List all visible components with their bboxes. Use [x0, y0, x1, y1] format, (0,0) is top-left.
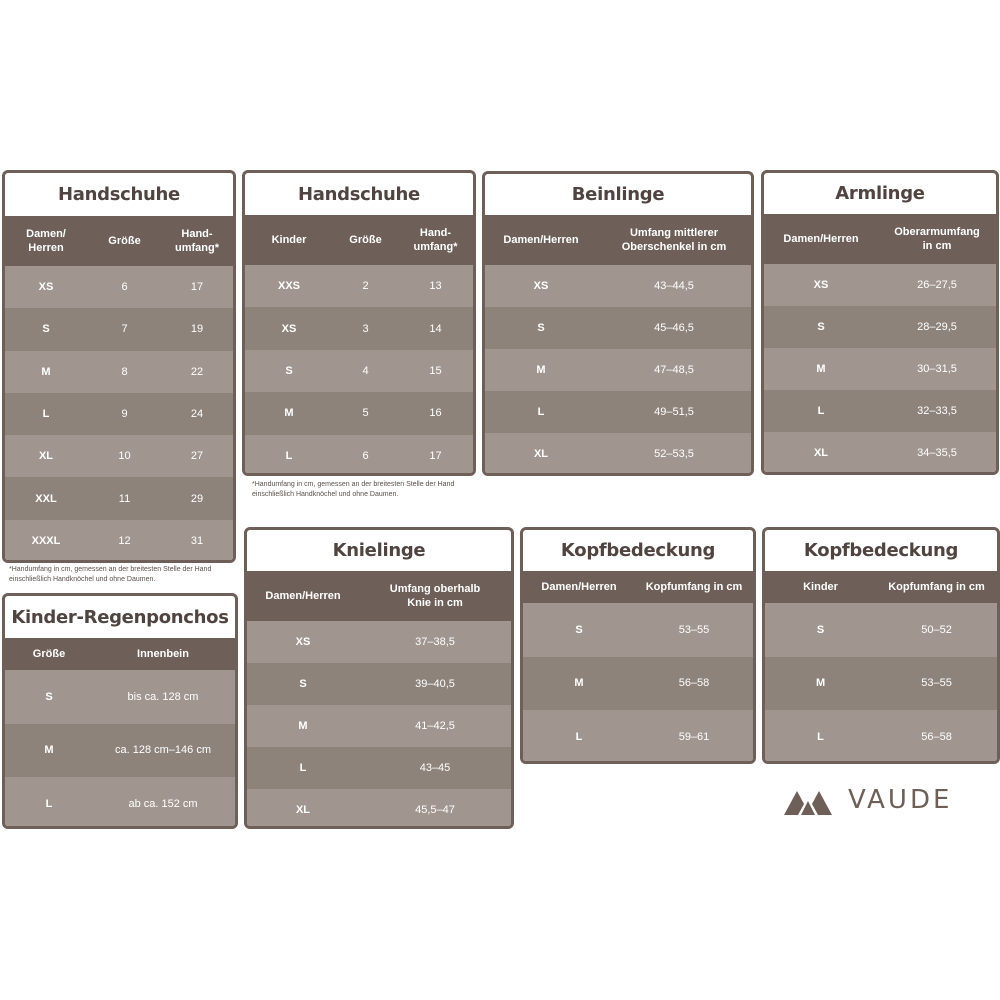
table-header-row: [5, 638, 235, 670]
table-header-row: [485, 215, 751, 265]
size-cell: S: [45, 690, 53, 703]
table-body: [245, 265, 473, 476]
column-header: Umfang oberhalb Knie in cm: [389, 583, 481, 609]
size-cell: XXL: [35, 492, 57, 505]
column-header: Umfang mittlerer Oberschenkel in cm: [621, 227, 727, 253]
size-cell: L: [817, 730, 824, 743]
value-cell: 30–31,5: [917, 363, 957, 375]
value-cell: ca. 128 cm–146 cm: [115, 744, 211, 757]
value-cell: 41–42,5: [415, 720, 455, 732]
table-row: [247, 705, 511, 747]
table-beinlinge: [482, 171, 754, 476]
value-cell: 22: [190, 365, 204, 378]
column-header: Größe: [108, 235, 141, 247]
column-header: Hand- umfang*: [175, 228, 219, 254]
size-cell: XS: [813, 279, 829, 291]
table-row: [5, 670, 235, 724]
size-cell: L: [537, 406, 545, 418]
table-title: Handschuhe: [58, 184, 180, 205]
size-cell: XL: [295, 804, 311, 816]
table-title: Armlinge: [835, 183, 925, 204]
size-cell: L: [299, 762, 307, 774]
size-cell: M: [536, 364, 546, 376]
table-row: [5, 393, 233, 435]
value-cell: 3: [362, 322, 369, 335]
size-cell: XS: [281, 322, 297, 335]
value-cell: 45–46,5: [654, 322, 694, 334]
value-cell: 31: [190, 534, 204, 547]
size-cell: XS: [295, 636, 311, 648]
value-cell: 39–40,5: [415, 678, 455, 690]
value-cell: 45,5–47: [415, 804, 455, 816]
value-cell: 32–33,5: [917, 405, 957, 417]
value-cell: 5: [362, 407, 369, 420]
value-cell: 43–44,5: [654, 280, 694, 292]
table-row: [764, 432, 996, 474]
column-header: Damen/Herren: [541, 581, 617, 593]
table-body: [5, 266, 233, 562]
value-cell: 43–45: [419, 762, 451, 774]
table-row: [247, 747, 511, 789]
size-cell: M: [815, 677, 826, 690]
table-body: [5, 670, 235, 829]
value-cell: 56–58: [678, 677, 710, 690]
table-kinder-regenponchos: [2, 593, 238, 829]
table-kopfbedeckung-kinder: [762, 527, 1000, 764]
value-cell: 28–29,5: [917, 321, 957, 333]
size-cell: M: [284, 407, 294, 420]
table-row: [485, 391, 751, 433]
size-cell: M: [574, 677, 584, 690]
size-cell: L: [45, 797, 53, 810]
size-cell: S: [575, 623, 583, 636]
table-armlinge: [761, 170, 999, 475]
value-cell: ab ca. 152 cm: [128, 797, 198, 810]
table-row: [245, 265, 473, 307]
table-row: [764, 348, 996, 390]
size-cell: S: [285, 364, 293, 377]
size-cell: XL: [533, 448, 549, 460]
table-row: [765, 710, 997, 764]
size-cell: L: [42, 408, 50, 421]
size-cell: L: [285, 449, 293, 462]
size-cell: M: [44, 744, 54, 757]
table-row: [5, 308, 233, 350]
size-cell: XXXL: [31, 534, 61, 547]
table-header-row: [765, 571, 997, 603]
size-cell: S: [537, 322, 545, 334]
table-header-row: [247, 571, 511, 621]
table-header-row: [764, 214, 996, 264]
table-header-row: [245, 215, 473, 265]
table-row: [523, 710, 753, 764]
size-cell: XXS: [277, 280, 300, 293]
table-row: [5, 520, 233, 562]
size-cell: S: [42, 323, 50, 336]
table-body: [764, 264, 996, 474]
table-row: [5, 351, 233, 393]
table-header-row: [5, 216, 233, 266]
vaude-logo: [784, 782, 952, 818]
size-cell: XL: [38, 450, 54, 463]
column-header: Hand- umfang*: [413, 227, 458, 253]
column-header: Kopfumfang in cm: [645, 581, 743, 593]
table-row: [764, 390, 996, 432]
value-cell: 47–48,5: [654, 364, 694, 376]
value-cell: 14: [429, 322, 442, 335]
value-cell: 13: [429, 280, 442, 293]
footnote-handschuhe-erwachsene: *Handumfang in cm, gemessen an der breitesten Stelle der Hand einschließlich Handknöchel und ohne Daumen.: [9, 566, 212, 583]
size-cell: XL: [813, 447, 829, 459]
table-row: [765, 657, 997, 711]
table-row: [485, 349, 751, 391]
column-header: Kinder: [271, 234, 307, 246]
table-body: [523, 603, 753, 764]
table-body: [247, 621, 511, 829]
value-cell: 34–35,5: [917, 447, 957, 459]
value-cell: 12: [118, 534, 131, 547]
size-cell: M: [816, 363, 826, 375]
table-header-row: [523, 571, 753, 603]
table-row: [523, 603, 753, 657]
size-cell: XS: [533, 280, 549, 292]
footnote-handschuhe-kinder: *Handumfang in cm, gemessen an der breitesten Stelle der Hand einschließlich Handknöchel und ohne Daumen.: [252, 481, 455, 498]
table-row: [485, 307, 751, 349]
table-row: [245, 435, 473, 476]
size-cell: XS: [38, 281, 54, 294]
size-cell: S: [817, 321, 825, 333]
value-cell: 29: [190, 492, 204, 505]
value-cell: 24: [190, 408, 204, 421]
value-cell: 26–27,5: [917, 279, 957, 291]
value-cell: 53–55: [921, 677, 952, 690]
value-cell: 11: [118, 492, 131, 505]
value-cell: 2: [362, 280, 369, 293]
column-header: Größe: [349, 234, 382, 246]
value-cell: 27: [190, 450, 204, 463]
table-knielinge: [244, 527, 514, 829]
table-row: [764, 264, 996, 306]
value-cell: 56–58: [921, 730, 952, 743]
table-title: Handschuhe: [298, 183, 420, 205]
column-header: Kopfumfang in cm: [888, 581, 985, 593]
table-row: [5, 777, 235, 829]
value-cell: bis ca. 128 cm: [127, 690, 199, 703]
value-cell: 17: [429, 449, 442, 462]
table-row: [5, 435, 233, 477]
table-row: [764, 306, 996, 348]
vaude-mountains-icon: [784, 785, 832, 815]
table-body: [485, 265, 751, 475]
value-cell: 16: [429, 407, 442, 420]
column-header: Innenbein: [137, 648, 189, 660]
column-header: Damen/Herren: [783, 233, 859, 245]
value-cell: 17: [190, 281, 204, 294]
vaude-wordmark: VAUDE: [848, 785, 953, 815]
table-row: [5, 477, 233, 519]
table-row: [245, 307, 473, 349]
table-handschuhe-kinder: [242, 170, 476, 476]
value-cell: 37–38,5: [415, 636, 455, 648]
size-cell: L: [575, 730, 583, 743]
value-cell: 8: [121, 365, 128, 378]
column-header: Kinder: [803, 581, 838, 593]
column-header: Damen/ Herren: [26, 228, 66, 254]
value-cell: 53–55: [678, 623, 710, 636]
table-title: Knielinge: [332, 540, 426, 561]
size-cell: M: [41, 365, 51, 378]
value-cell: 9: [121, 408, 128, 421]
table-kopfbedeckung-erwachsene: [520, 527, 756, 764]
column-header: Damen/Herren: [503, 234, 579, 246]
value-cell: 59–61: [678, 730, 710, 743]
table-row: [247, 621, 511, 663]
value-cell: 19: [190, 323, 204, 336]
value-cell: 10: [118, 450, 131, 463]
table-body: [765, 603, 997, 764]
table-title: Kopfbedeckung: [560, 540, 716, 561]
table-row: [765, 603, 997, 657]
value-cell: 15: [429, 364, 442, 377]
value-cell: 6: [362, 449, 369, 462]
size-cell: L: [817, 405, 825, 417]
column-header: Größe: [32, 648, 66, 660]
size-cell: S: [299, 678, 307, 690]
table-row: [485, 265, 751, 307]
table-row: [485, 433, 751, 475]
table-handschuhe-erwachsene: [2, 170, 236, 563]
value-cell: 49–51,5: [654, 406, 694, 418]
table-title: Kopfbedeckung: [803, 540, 959, 561]
value-cell: 50–52: [921, 623, 952, 636]
table-title: Beinlinge: [571, 184, 665, 205]
table-row: [245, 350, 473, 392]
column-header: Damen/Herren: [265, 590, 341, 602]
value-cell: 4: [362, 364, 369, 377]
value-cell: 52–53,5: [654, 448, 694, 460]
table-row: [5, 724, 235, 778]
size-cell: S: [816, 623, 825, 636]
value-cell: 7: [121, 323, 128, 336]
size-cell: M: [298, 720, 308, 732]
table-row: [247, 789, 511, 829]
column-header: Oberarmumfang in cm: [894, 226, 980, 252]
table-row: [523, 657, 753, 711]
table-row: [245, 392, 473, 434]
value-cell: 6: [121, 281, 128, 294]
table-title: Kinder-Regenponchos: [11, 606, 229, 628]
table-row: [5, 266, 233, 308]
table-row: [247, 663, 511, 705]
